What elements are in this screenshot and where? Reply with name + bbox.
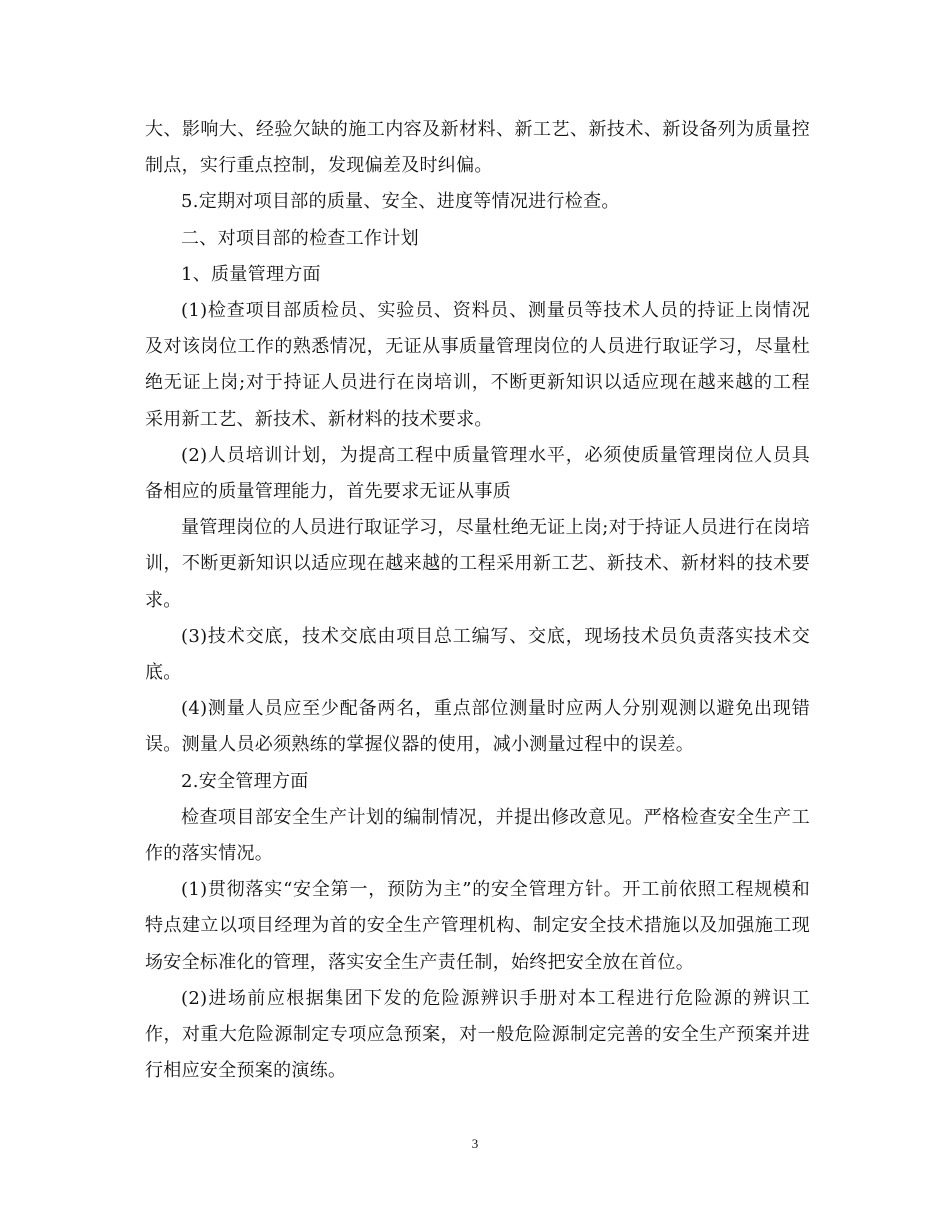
- paragraph: (3)技术交底，技术交底由项目总工编写、交底，现场技术员负责落实技术交底。: [145, 625, 810, 684]
- paragraph: 大、影响大、经验欠缺的施工内容及新材料、新工艺、新技术、新设备列为质量控制点，实行重点控制，发现偏差及时纠偏。: [145, 119, 810, 177]
- paragraph: (1)检查项目部质检员、实验员、资料员、测量员等技术人员的持证上岗情况及对该岗位工作的熟悉情况，无证从事质量管理岗位的人员进行取证学习，尽量杜绝无证上岗;对于持证人员进行在岗培训，不断更新知识以适应现在越来越的工程采用新工艺、新技术、新材料的技术要求。: [145, 300, 810, 430]
- paragraph: 量管理岗位的人员进行取证学习，尽量杜绝无证上岗;对于持证人员进行在岗培训，不断更新知识以适应现在越来越的工程采用新工艺、新技术、新材料的技术要求。: [145, 517, 810, 611]
- paragraph: (4)测量人员应至少配备两名，重点部位测量时应两人分别观测以避免出现错误。测量人员必须熟练的掌握仪器的使用，减小测量过程中的误差。: [145, 698, 810, 756]
- paragraph: (1)贯彻落实“安全第一，预防为主”的安全管理方针。开工前依照工程规模和特点建立以项目经理为首的安全生产管理机构、制定安全技术措施以及加强施工现场安全标准化的管理，落实安全生产责任制，始终把安全放在首位。: [145, 879, 810, 973]
- paragraph: (2)人员培训计划，为提高工程中质量管理水平，必须使质量管理岗位人员具备相应的质量管理能力，首先要求无证从事质: [145, 444, 810, 503]
- paragraph: (2)进场前应根据集团下发的危险源辨识手册对本工程进行危险源的辨识工作，对重大危险源制定专项应急预案，对一般危险源制定完善的安全生产预案并进行相应安全预案的演练。: [145, 987, 810, 1082]
- paragraph: 5.定期对项目部的质量、安全、进度等情况进行检查。: [181, 191, 620, 213]
- subsection-heading: 2.安全管理方面: [181, 770, 309, 792]
- section-heading: 二、对项目部的检查工作计划: [181, 227, 419, 249]
- page-number: 3: [471, 1136, 479, 1151]
- paragraph: 检查项目部安全生产计划的编制情况，并提出修改意见。严格检查安全生产工作的落实情况。: [145, 806, 810, 865]
- body-text: [145, 112, 810, 1089]
- subsection-heading: 1、质量管理方面: [181, 263, 321, 285]
